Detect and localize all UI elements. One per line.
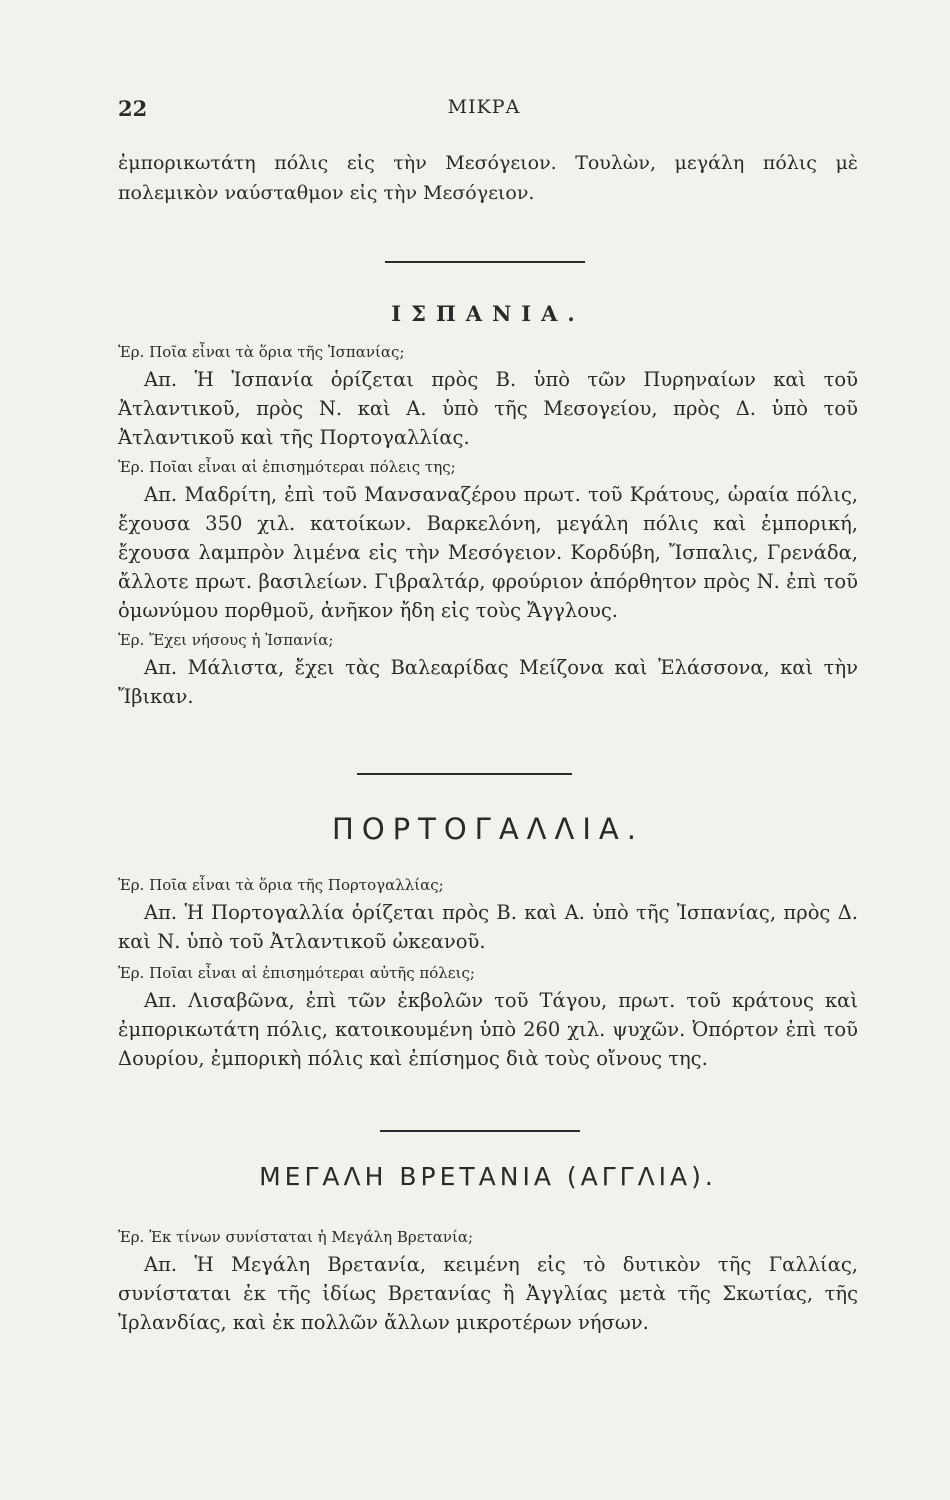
answer: Απ. Ἡ Ἰσπανία ὁρίζεται πρὸς Β. ὑπὸ τῶν Πυρηναίων καὶ τοῦ Ἀτλαντικοῦ, πρὸς Ν. καὶ Α. ὑπὸ τῆς Μεσογείου, πρὸς Δ. ὑπὸ τοῦ Ἀτλαντικοῦ καὶ τῆς Πορτογαλλίας. [118,368,858,449]
question: Ἐρ. Ποῖαι εἶναι αἱ ἐπισημότεραι πόλεις της; [118,458,456,476]
page-header [118,96,850,126]
question: Ἐρ. Ἐκ τίνων συνίσταται ἡ Μεγάλη Βρετανία; [118,1228,474,1246]
section-portugal [118,872,858,1073]
question: Ἐρ. Ποῖα εἶναι τὰ ὅρια τῆς Πορτογαλλίας; [118,876,444,894]
question: Ἐρ. Ποῖα εἶναι τὰ ὅρια τῆς Ἰσπανίας; [118,343,405,361]
section-divider [385,261,585,263]
question: Ἐρ. Ἔχει νήσους ἡ Ἰσπανία; [118,631,334,649]
answer: Απ. Μαδρίτη, ἐπὶ τοῦ Μανσαναζέρου πρωτ. τοῦ Κράτους, ὡραία πόλις, ἔχουσα 350 χιλ. κατοίκων. Βαρκελόνη, μεγάλη πόλις καὶ ἐμπορική, ἔχουσα λαμπρὸν λιμένα εἰς τὴν Μεσόγειον. Κορδύβη, Ἴσπαλις, Γρενάδα, ἄλλοτε πρωτ. βασιλείων. Γιβραλτάρ, φρούριον ἀπόρθητον πρὸς Ν. ἐπὶ τοῦ ὁμωνύμου πορθμοῦ, ἀνῆκον ἤδη εἰς τοὺς Ἄγγλους. [118,483,858,622]
running-title: ΜΙΚΡΑ [447,96,521,118]
intro-paragraph [118,148,858,208]
section-title-spain: ΙΣΠΑΝΙΑ. [391,301,585,326]
section-divider [380,1130,580,1132]
answer: Απ. Ἡ Μεγάλη Βρετανία, κειμένη εἰς τὸ δυτικὸν τῆς Γαλλίας, συνίσταται ἐκ τῆς ἰδίως Βρετανίας ἢ Ἀγγλίας μετὰ τῆς Σκωτίας, τῆς Ἰρλανδίας, καὶ ἐκ πολλῶν ἄλλων μικροτέρων νήσων. [118,1253,858,1334]
answer: Απ. Λισαβῶνα, ἐπὶ τῶν ἐκβολῶν τοῦ Τάγου, πρωτ. τοῦ κράτους καὶ ἐμπορικωτάτη πόλις, κατοικουμένη ὑπὸ 260 χιλ. ψυχῶν. Ὀπόρτον ἐπὶ τοῦ Δουρίου, ἐμπορικὴ πόλις καὶ ἐπίσημος διὰ τοὺς οἴνους της. [118,989,858,1070]
answer: Απ. Ἡ Πορτογαλλία ὁρίζεται πρὸς Β. καὶ Α. ὑπὸ τῆς Ἰσπανίας, πρὸς Δ. καὶ Ν. ὑπὸ τοῦ Ἀτλαντικοῦ ὠκεανοῦ. [118,901,858,953]
section-divider [357,773,572,775]
answer: Απ. Μάλιστα, ἔχει τὰς Βαλεαρίδας Μείζονα καὶ Ἐλάσσονα, καὶ τὴν Ἴβικαν. [118,656,858,708]
page-number: 22 [118,96,148,121]
section-spain [118,339,858,711]
intro-text: ἐμπορικωτάτη πόλις εἰς τὴν Μεσόγειον. Τουλὼν, μεγάλη πόλις μὲ πολεμικὸν ναύσταθμον εἰς τὴν Μεσόγειον. [118,152,858,204]
section-title-portugal: ΠΟΡΤΟΓΑΛΛΙΑ. [332,812,644,846]
question: Ἐρ. Ποῖαι εἶναι αἱ ἐπισημότεραι αὐτῆς πόλεις; [118,964,475,982]
section-title-britain: ΜΕΓΑΛΗ ΒΡΕΤΑΝΙΑ (ΑΓΓΛΙΑ). [259,1162,717,1191]
section-britain [118,1224,858,1337]
